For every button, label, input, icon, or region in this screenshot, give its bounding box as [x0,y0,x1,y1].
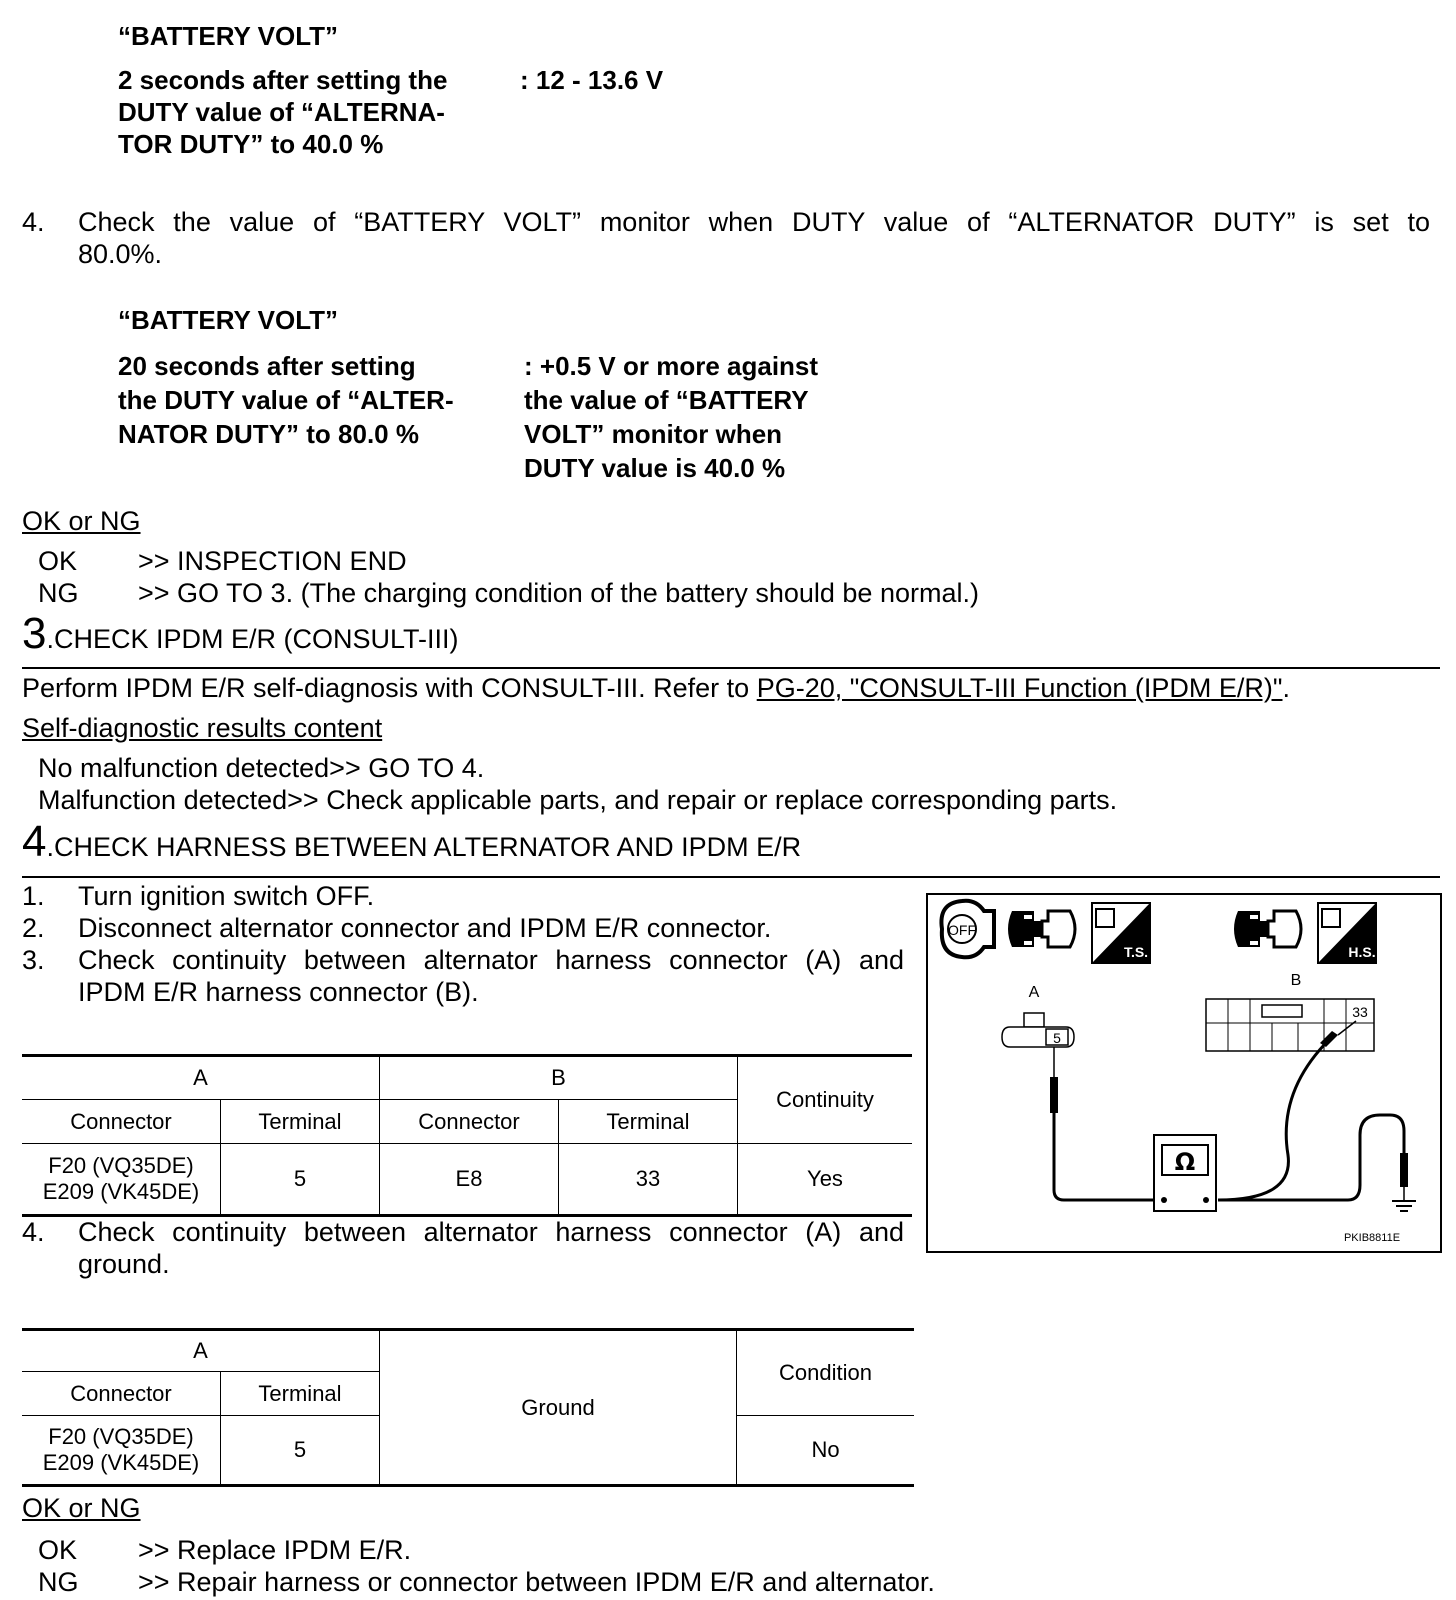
terminal-header: Terminal [221,1100,380,1144]
ok-label-2: OK [38,1535,78,1565]
wiring-diagram [926,893,1442,1253]
group-a-header: A [22,1330,380,1372]
ohm-symbol: Ω [1174,1148,1196,1176]
connector-disconnect-icon [1234,911,1301,947]
spec-condition-2 [118,350,508,450]
item-4-line1: Check the value of “BATTERY VOLT” monitor when DUTY value of “ALTERNATOR DUTY” is set to [78,207,1430,237]
terminal-header: Terminal [221,1372,380,1416]
a-connector-cell [22,1416,221,1486]
step-4-heading [22,817,802,866]
continuity-cell: Yes [738,1144,913,1216]
step-3-heading [22,609,459,658]
value-line: the value of “BATTERY [524,385,809,415]
off-text: OFF [948,922,976,938]
step-item-text: ground. [78,1249,170,1279]
spec-line: DUTY value of “ALTERNA- [118,97,445,127]
figure-code: PKIB8811E [1343,1232,1401,1244]
condition-header: Condition [737,1330,915,1416]
spec-line: the DUTY value of “ALTER- [118,385,454,415]
terminal-header: Terminal [559,1100,738,1144]
ok-result-1: >> INSPECTION END [138,546,407,576]
harness-side-icon [1318,903,1376,963]
ng-label-2: NG [38,1567,79,1597]
step-item-text: Check continuity between alternator harness connector (A) and [78,945,904,975]
terminal-side-icon [1092,903,1150,963]
connector-header: Connector [22,1372,221,1416]
step-item-text: IPDM E/R harness connector (B). [78,977,479,1007]
reference-link[interactable]: PG-20, "CONSULT-III Function (IPDM E/R)" [756,673,1283,703]
ignition-off-icon [941,901,994,958]
spec-line: 2 seconds after setting the [118,65,448,95]
spec-value-1: : 12 - 13.6 V [520,65,664,95]
divider [22,667,1440,669]
results-heading: Self-diagnostic results content [22,713,383,743]
condition-cell: No [737,1416,915,1486]
connector-header: Connector [22,1100,221,1144]
battery-volt-label-2: “BATTERY VOLT” [118,305,339,335]
cell-line: E209 (VK45DE) [42,1450,200,1475]
ok-result-2: >> Replace IPDM E/R. [138,1535,412,1565]
spec-line: NATOR DUTY” to 80.0 % [118,419,419,449]
connector-b-label: B [1290,972,1302,989]
result-no-malfunction: No malfunction detected>> GO TO 4. [38,753,485,783]
ng-result-1: >> GO TO 3. (The charging condition of the battery should be normal.) [138,578,979,608]
a-terminal-cell: 5 [221,1416,380,1486]
step-item-text: Turn ignition switch OFF. [78,881,375,911]
spec-value-2 [524,350,818,484]
body-text: Perform IPDM E/R self-diagnosis with CONSULT-III. Refer to [22,673,757,703]
ground-cell: Ground [380,1330,737,1486]
item-4-number: 4. [22,207,45,237]
ng-label-1: NG [38,578,79,608]
pin-33-label: 33 [1352,1004,1368,1020]
item-4-line2: 80.0%. [78,239,163,269]
pin-5-label: 5 [1053,1030,1061,1046]
connector-a-icon [1002,1013,1074,1047]
b-connector-cell: E8 [380,1144,559,1216]
step-3-body [22,672,1290,704]
cell-line: E209 (VK45DE) [42,1179,200,1204]
step-3-number: 3 [22,609,47,658]
ng-result-2: >> Repair harness or connector between IPDM E/R and alternator. [138,1567,935,1597]
spec-line: 20 seconds after setting [118,351,416,381]
ok-ng-heading-1: OK or NG [22,506,141,536]
cell-line: F20 (VQ35DE) [48,1424,194,1449]
step-item-num: 4. [22,1217,45,1247]
result-malfunction: Malfunction detected>> Check applicable parts, and repair or replace corresponding parts. [38,785,1118,815]
wiring-diagram-svg [928,895,1440,1251]
step-item-num: 3. [22,945,45,975]
connector-header: Connector [380,1100,559,1144]
divider [22,876,1440,878]
step-item-text: Disconnect alternator connector and IPDM E/R connector. [78,913,772,943]
hs-text: H.S. [1348,944,1376,960]
step-item-num: 1. [22,881,45,911]
b-terminal-cell: 33 [559,1144,738,1216]
value-line: DUTY value is 40.0 % [524,453,786,483]
step-3-title: .CHECK IPDM E/R (CONSULT-III) [46,624,459,654]
a-terminal-cell: 5 [221,1144,380,1216]
group-b-header: B [380,1056,738,1100]
step-item-num: 2. [22,913,45,943]
ohmmeter-icon [1154,1135,1216,1211]
a-connector-cell [22,1144,221,1216]
step-4-title: .CHECK HARNESS BETWEEN ALTERNATOR AND IPDM E/R [46,832,802,862]
connector-a-label: A [1028,984,1040,1001]
step-4-number: 4 [22,817,47,866]
value-line: VOLT” monitor when [524,419,783,449]
continuity-table-1 [22,1054,912,1217]
body-text: . [1282,673,1290,703]
step-item-text: Check continuity between alternator harness connector (A) and [78,1217,904,1247]
connector-disconnect-icon [1008,911,1075,947]
table-row [22,1144,912,1216]
continuity-header: Continuity [738,1056,913,1144]
ok-ng-heading-2: OK or NG [22,1493,141,1523]
group-a-header: A [22,1056,380,1100]
continuity-table-2 [22,1328,914,1487]
ok-label-1: OK [38,546,78,576]
ts-text: T.S. [1123,944,1149,960]
battery-volt-label-1: “BATTERY VOLT” [118,21,339,51]
connector-b-icon [1206,999,1374,1051]
spec-line: TOR DUTY” to 40.0 % [118,129,384,159]
value-line: : +0.5 V or more against [524,351,819,381]
spec-condition-1 [118,64,498,160]
cell-line: F20 (VQ35DE) [48,1153,194,1178]
